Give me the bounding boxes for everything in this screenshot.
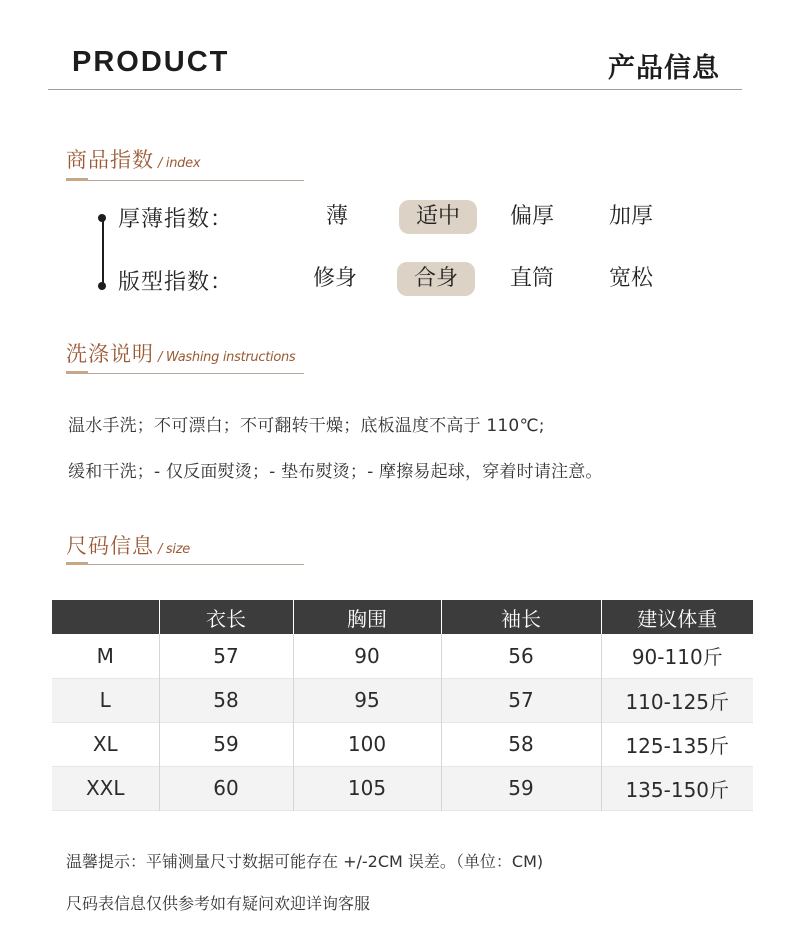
header-cell-length: 衣长 bbox=[159, 600, 293, 634]
index-section-subtitle: / index bbox=[158, 156, 201, 171]
index-timeline bbox=[102, 218, 104, 286]
sleeve-cell: 59 bbox=[441, 766, 601, 810]
size-cell: XXL bbox=[85, 776, 125, 800]
timeline-dot-bottom bbox=[98, 282, 106, 290]
weight-cell: 90-110斤 bbox=[601, 634, 753, 678]
fit-option-slim: 修身 bbox=[312, 266, 357, 291]
chest-cell: 105 bbox=[293, 766, 441, 810]
index-section-title: 商品指数 bbox=[66, 148, 154, 172]
washing-line-1: 温水手洗；不可漂白；不可翻转干燥；底板温度不高于 110℃; bbox=[68, 416, 545, 436]
size-section-title: 尺码信息 bbox=[66, 534, 154, 558]
washing-line-2: 缓和干洗；- 仅反面熨烫；- 垫布熨烫；- 摩擦易起球，穿着时请注意。 bbox=[68, 462, 603, 482]
sleeve-cell: 57 bbox=[441, 678, 601, 722]
index-section-rule bbox=[66, 180, 304, 181]
table-row bbox=[52, 678, 753, 722]
length-cell: 60 bbox=[159, 766, 293, 810]
size-section-subtitle: / size bbox=[158, 542, 190, 557]
size-section-accent bbox=[66, 562, 88, 565]
washing-section-title: 洗涤说明 bbox=[66, 342, 154, 366]
header-cell-size bbox=[52, 600, 159, 634]
reference-note: 尺码表信息仅供参考如有疑问欢迎详询客服 bbox=[66, 894, 371, 913]
size-table bbox=[52, 600, 753, 811]
washing-section-heading bbox=[66, 338, 295, 368]
size-section-rule bbox=[66, 564, 304, 565]
chest-cell: 95 bbox=[293, 678, 441, 722]
size-table-header-row bbox=[52, 600, 753, 634]
fit-option-regular: 合身 bbox=[413, 266, 458, 291]
sleeve-cell: 58 bbox=[441, 722, 601, 766]
sleeve-cell: 56 bbox=[441, 634, 601, 678]
size-cell: XL bbox=[92, 732, 118, 756]
index-section-heading bbox=[66, 144, 200, 174]
thickness-option-thin: 薄 bbox=[325, 204, 348, 229]
table-row bbox=[52, 722, 753, 766]
weight-cell: 110-125斤 bbox=[601, 678, 753, 722]
length-cell: 57 bbox=[159, 634, 293, 678]
header-title-cn: 产品信息 bbox=[608, 53, 720, 84]
timeline-dot-top bbox=[98, 214, 106, 222]
index-section-accent bbox=[66, 178, 88, 181]
chest-cell: 100 bbox=[293, 722, 441, 766]
header-cell-sleeve: 袖长 bbox=[441, 600, 601, 634]
measurement-note: 温馨提示：平铺测量尺寸数据可能存在 +/-2CM 误差。（单位：CM) bbox=[66, 852, 544, 871]
header-title-en: PRODUCT bbox=[72, 46, 230, 78]
length-cell: 58 bbox=[159, 678, 293, 722]
fit-option-loose: 宽松 bbox=[608, 266, 653, 291]
table-row bbox=[52, 766, 753, 810]
header-cell-chest: 胸围 bbox=[293, 600, 441, 634]
weight-cell: 125-135斤 bbox=[601, 722, 753, 766]
thickness-index-label: 厚薄指数： bbox=[118, 207, 234, 232]
washing-section-subtitle: / Washing instructions bbox=[158, 350, 296, 365]
fit-option-straight: 直筒 bbox=[509, 266, 554, 291]
fit-index-label: 版型指数： bbox=[118, 270, 234, 295]
header-divider bbox=[48, 89, 742, 90]
washing-section-rule bbox=[66, 373, 304, 374]
table-row bbox=[52, 634, 753, 678]
washing-section-accent bbox=[66, 371, 88, 374]
weight-cell: 135-150斤 bbox=[601, 766, 753, 810]
thickness-option-extra-thick: 加厚 bbox=[608, 204, 653, 229]
chest-cell: 90 bbox=[293, 634, 441, 678]
length-cell: 59 bbox=[159, 722, 293, 766]
thickness-option-thick: 偏厚 bbox=[509, 204, 554, 229]
thickness-option-medium: 适中 bbox=[415, 204, 460, 229]
header-cell-weight: 建议体重 bbox=[601, 600, 753, 634]
size-cell: L bbox=[99, 688, 111, 712]
size-cell: M bbox=[96, 643, 114, 668]
size-section-heading bbox=[66, 530, 190, 560]
